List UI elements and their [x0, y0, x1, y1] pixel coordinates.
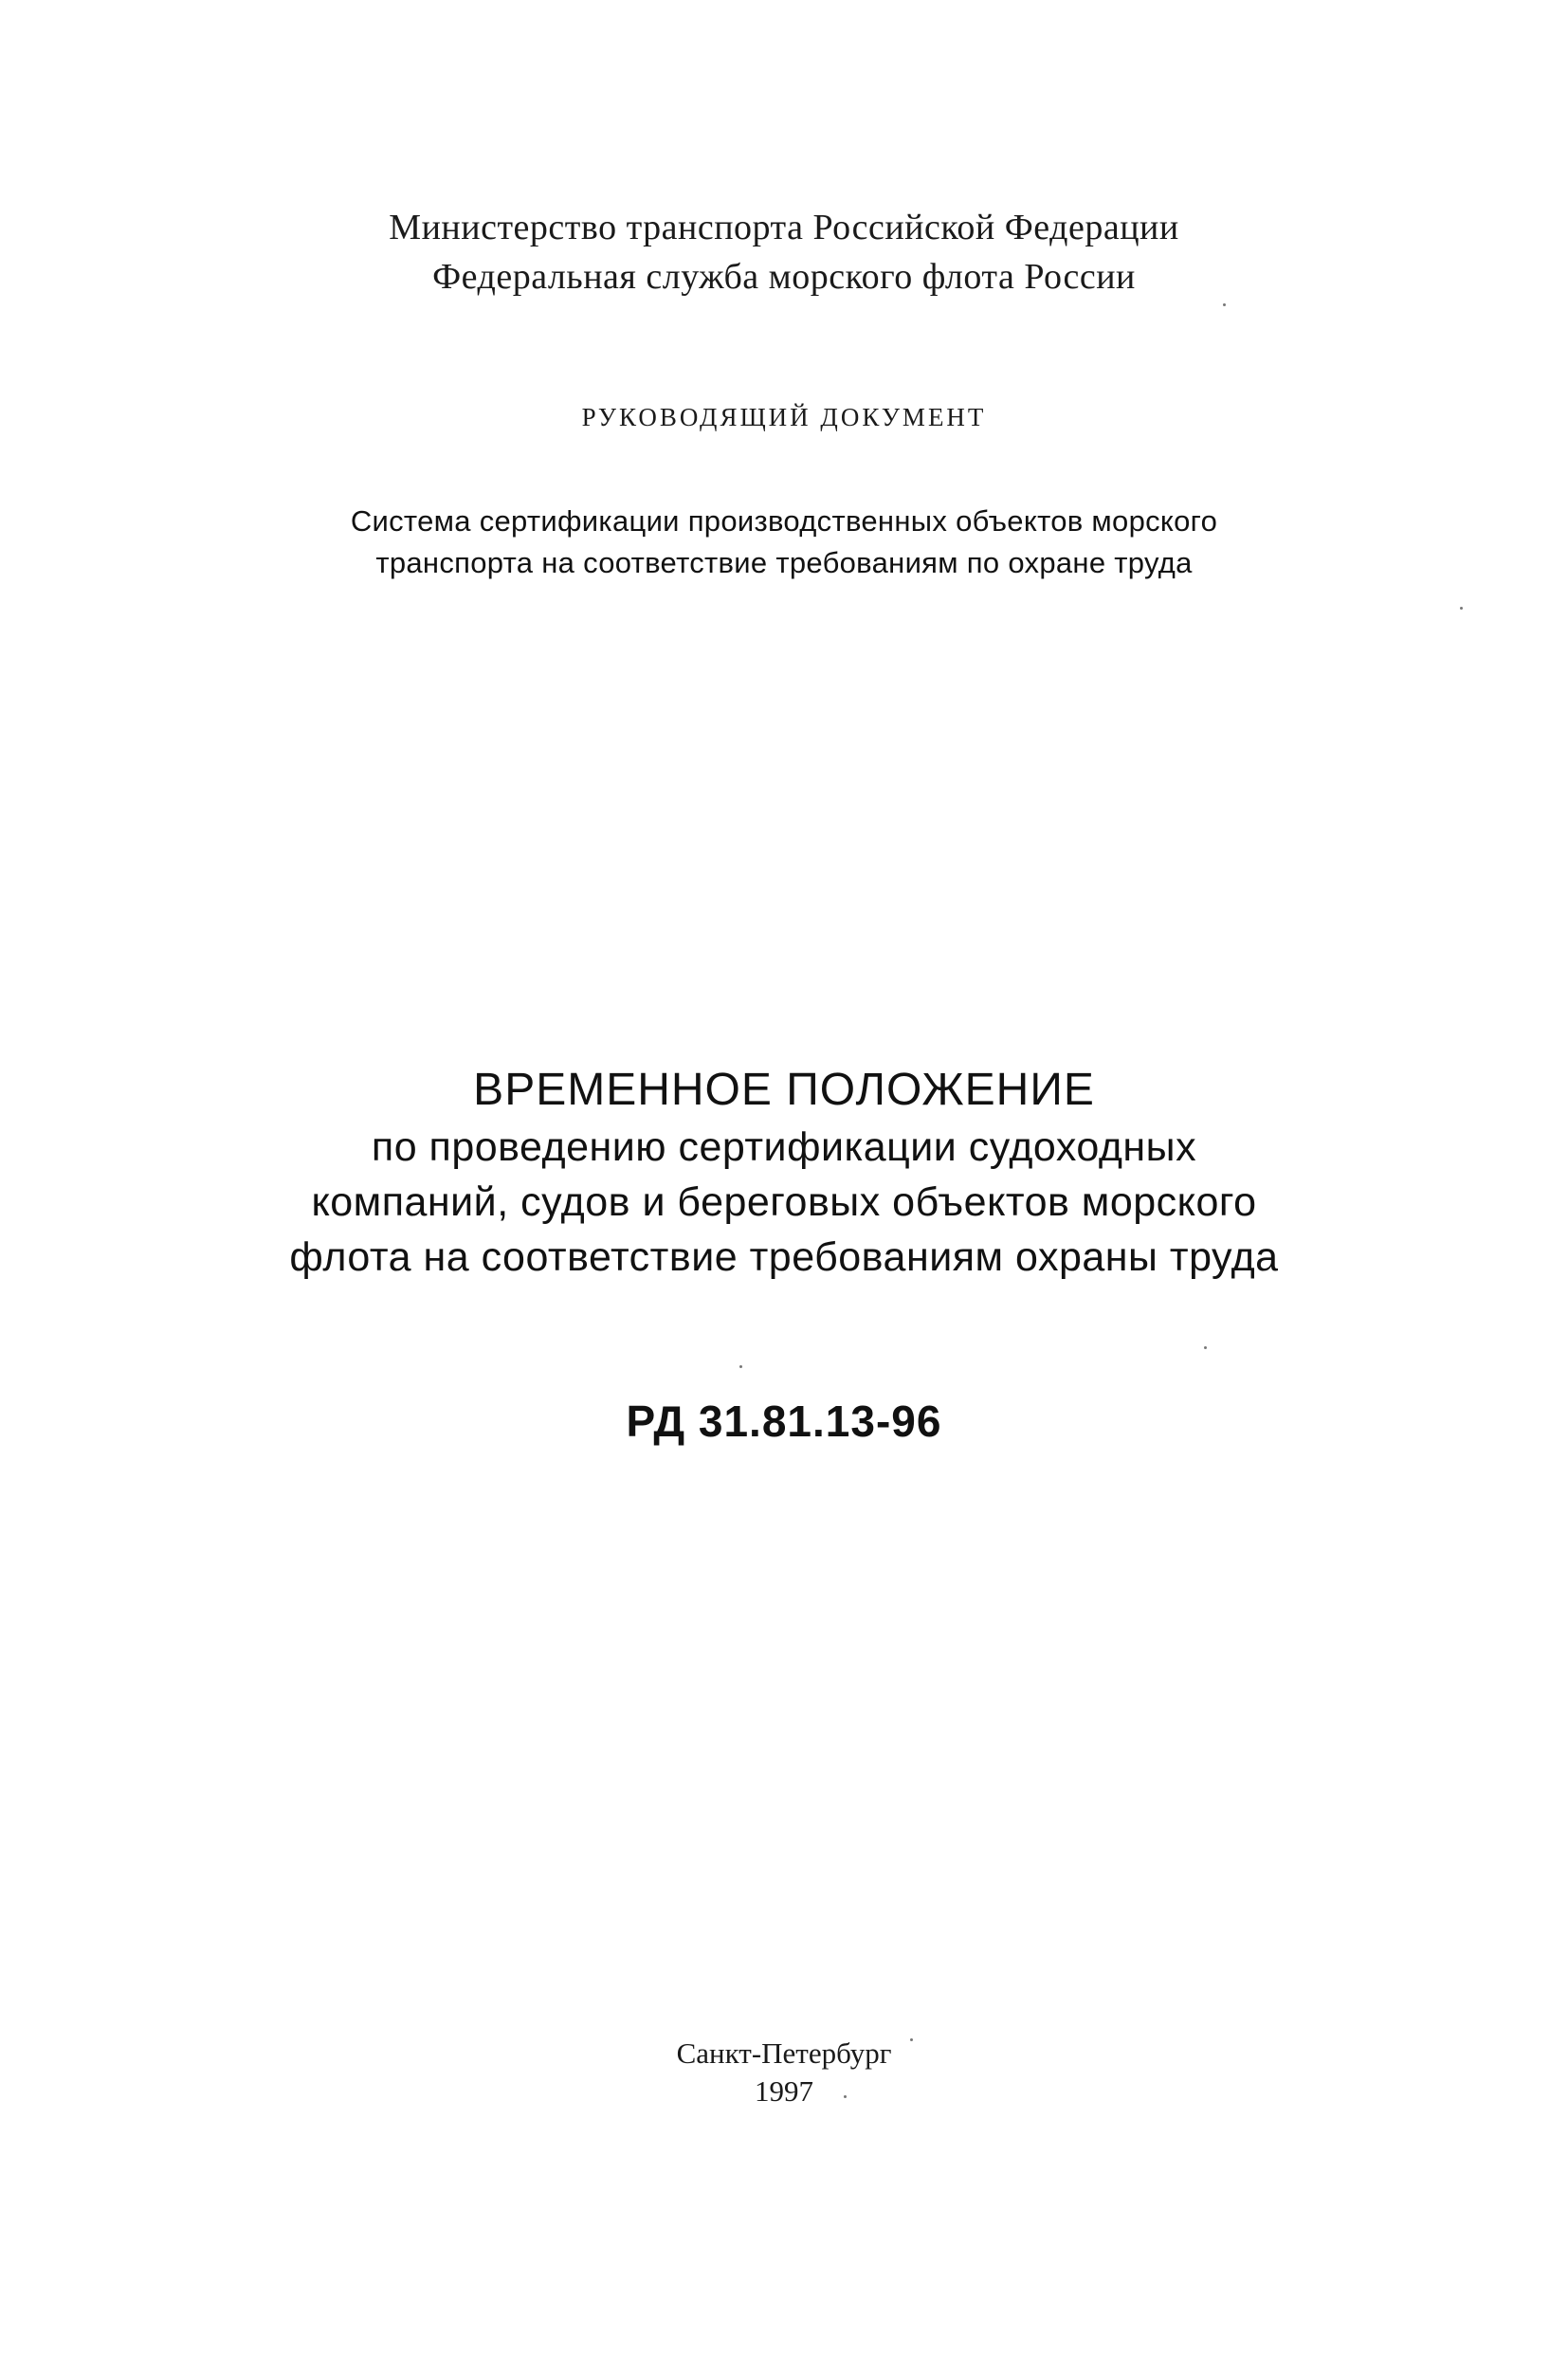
scan-speck	[1223, 303, 1226, 306]
scan-speck	[844, 2095, 847, 2098]
title-line-1: по проведению сертификации судоходных	[371, 1124, 1197, 1170]
scan-speck	[739, 1365, 742, 1368]
scan-speck	[1204, 1346, 1207, 1349]
ministry-line: Министерство транспорта Российской Федерации	[389, 208, 1179, 247]
main-title: ВРЕМЕННОЕ ПОЛОЖЕНИЕ	[473, 1065, 1095, 1115]
federal-service-line: Федеральная служба морского флота России	[432, 257, 1136, 297]
scan-speck	[1460, 607, 1463, 610]
scan-speck	[910, 2038, 913, 2041]
document-code: РД 31.81.13-96	[626, 1397, 942, 1446]
document-type: РУКОВОДЯЩИЙ ДОКУМЕНТ	[581, 403, 987, 431]
title-line-3: флота на соответствие требованиям охраны труда	[289, 1234, 1279, 1280]
city: Санкт-Петербург	[676, 2036, 892, 2070]
title-line-2: компаний, судов и береговых объектов морского	[311, 1179, 1257, 1225]
year: 1997	[755, 2074, 813, 2108]
system-line-1: Система сертификации производственных объектов морского	[350, 504, 1218, 538]
system-line-2: транспорта на соответствие требованиям по охране труда	[375, 546, 1193, 579]
